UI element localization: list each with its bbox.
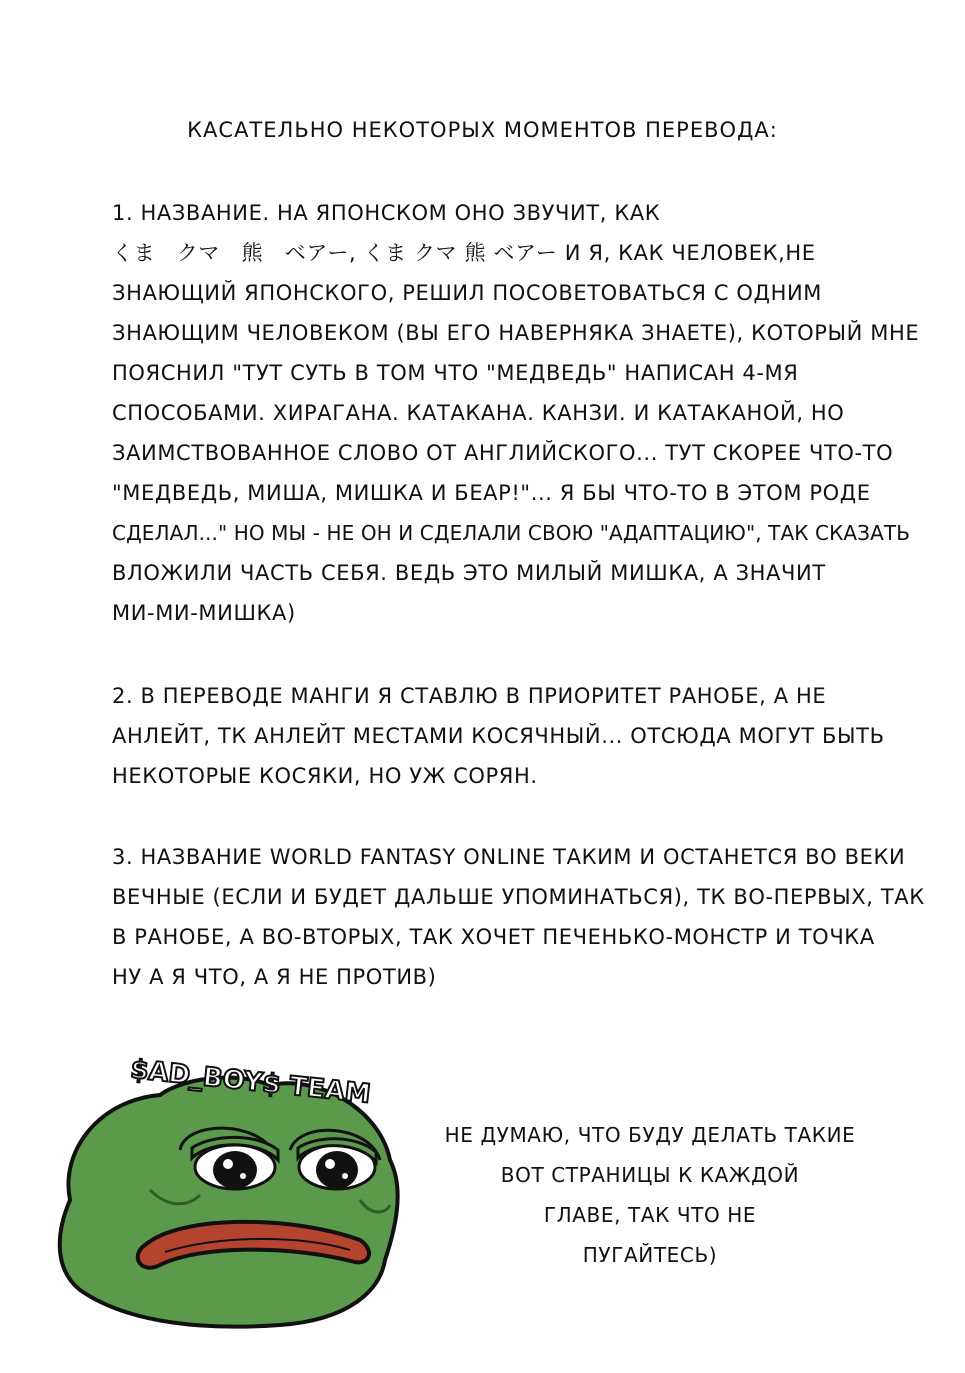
section-1-line: ЗНАЮЩИМ ЧЕЛОВЕКОМ (ВЫ ЕГО НАВЕРНЯКА ЗНАЕТЕ), КОТОРЫЙ МНЕ [112,321,920,345]
section-1 [112,193,920,633]
section-2-line: АНЛЕЙТ, ТК АНЛЕЙТ МЕСТАМИ КОСЯЧНЫЙ... ОТСЮДА МОГУТ БЫТЬ [112,724,885,748]
section-1-line: "МЕДВЕДЬ, МИША, МИШКА И БЕАР!"... Я БЫ ЧТО-ТО В ЭТОМ РОДЕ [112,481,871,505]
section-3-line: 3. НАЗВАНИЕ WORLD FANTASY ONLINE ТАКИМ И ОСТАНЕТСЯ ВО ВЕКИ [112,845,906,869]
section-3-line: НУ А Я ЧТО, А Я НЕ ПРОТИВ) [112,965,437,989]
section-2-line: 2. В ПЕРЕВОДЕ МАНГИ Я СТАВЛЮ В ПРИОРИТЕТ РАНОБЕ, А НЕ [112,684,827,708]
closing-note [420,1115,880,1275]
sad-frog-icon [30,1040,420,1330]
note-line: ПУГАЙТЕСЬ) [582,1243,718,1267]
sad-frog-logo [30,1040,420,1330]
section-2-line: НЕКОТОРЫЕ КОСЯКИ, НО УЖ СОРЯН. [112,764,538,788]
section-1-line: ВЛОЖИЛИ ЧАСТЬ СЕБЯ. ВЕДЬ ЭТО МИЛЫЙ МИШКА, А ЗНАЧИТ [112,561,826,585]
team-logo-text: $AD_BOY$ TEAM [128,1054,373,1110]
section-1-line: 1. НАЗВАНИЕ. НА ЯПОНСКОМ ОНО ЗВУЧИТ, КАК [112,201,661,225]
section-3-line: В РАНОБЕ, А ВО-ВТОРЫХ, ТАК ХОЧЕТ ПЕЧЕНЬКО-МОНСТР И ТОЧКА [112,925,875,949]
section-1-line: СПОСОБАМИ. ХИРАГАНА. КАТАКАНА. КАНЗИ. И КАТАКАНОЙ, НО [112,401,845,425]
note-line: ГЛАВЕ, ТАК ЧТО НЕ [543,1203,757,1227]
section-2 [112,676,912,796]
section-1-line: くま クマ 熊 ベアー, くま クマ 熊 ベアー И Я, КАК ЧЕЛОВЕК,НЕ [112,241,816,265]
section-3 [112,837,925,997]
section-1-line: ЗАИМСТВОВАННОЕ СЛОВО ОТ АНГЛИЙСКОГО... ТУТ СКОРЕЕ ЧТО-ТО [112,441,894,465]
section-1-line: МИ-МИ-МИШКА) [112,601,296,625]
section-1-line: СДЕЛАЛ..." НО МЫ - НЕ ОН И СДЕЛАЛИ СВОЮ "АДАПТАЦИЮ", ТАК СКАЗАТЬ [112,521,911,545]
section-3-line: ВЕЧНЫЕ (ЕСЛИ И БУДЕТ ДАЛЬШЕ УПОМИНАТЬСЯ), ТК ВО-ПЕРВЫХ, ТАК [112,885,925,909]
section-1-line: ЗНАЮЩИЙ ЯПОНСКОГО, РЕШИЛ ПОСОВЕТОВАТЬСЯ С ОДНИМ [112,281,822,305]
page-title: КАСАТЕЛЬНО НЕКОТОРЫХ МОМЕНТОВ ПЕРЕВОДА: [187,118,778,142]
note-line: НЕ ДУМАЮ, ЧТО БУДУ ДЕЛАТЬ ТАКИЕ [444,1123,856,1147]
section-1-line: ПОЯСНИЛ "ТУТ СУТЬ В ТОМ ЧТО "МЕДВЕДЬ" НАПИСАН 4-МЯ [112,361,799,385]
note-line: ВОТ СТРАНИЦЫ К КАЖДОЙ [500,1163,800,1187]
